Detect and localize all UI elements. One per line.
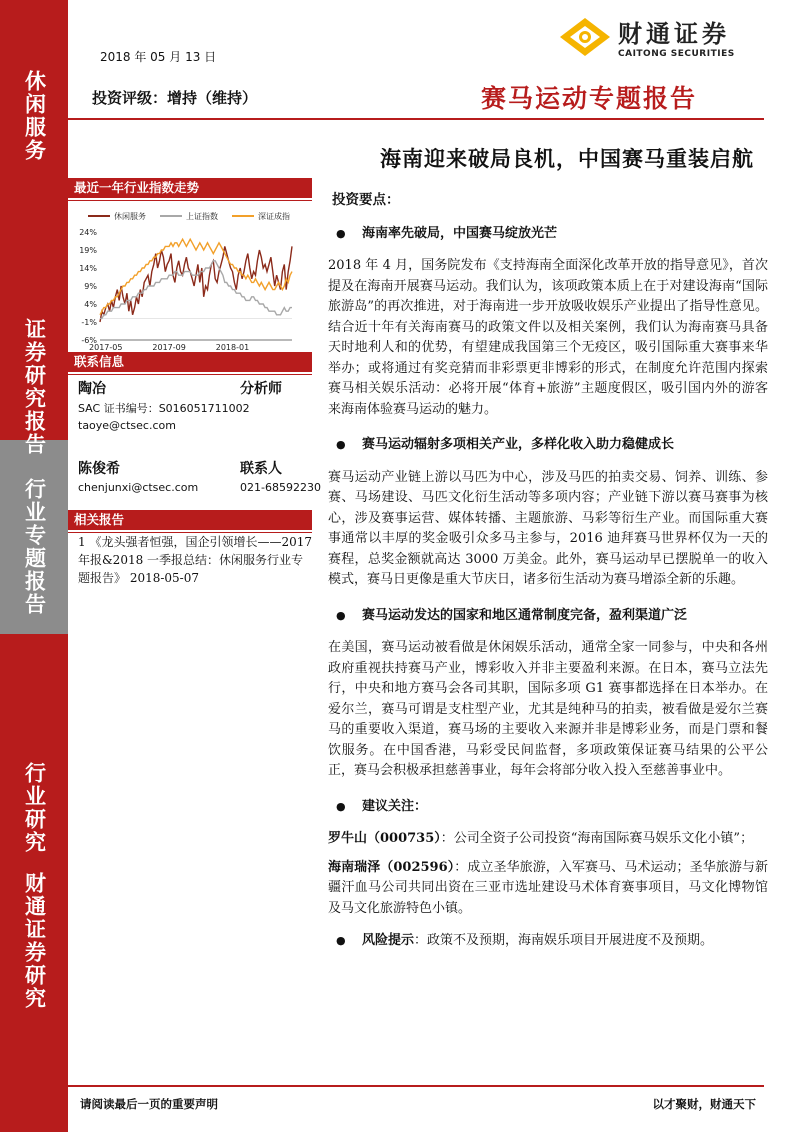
related-reports-heading: 相关报告	[68, 510, 312, 530]
y-tick-label: -1%	[81, 318, 97, 327]
x-tick-label: 2017-05	[89, 343, 123, 352]
analyst-email[interactable]: taoye@ctsec.com	[78, 419, 176, 432]
x-tick-label: 2017-09	[152, 343, 186, 352]
analyst-name: 陶冶	[78, 381, 106, 397]
contact-name: 陈俊希	[78, 461, 120, 477]
key-point-paragraph: 赛马运动产业链上游以马匹为中心，涉及马匹的拍卖交易、饲养、训练、参赛、马场建设、马匹文化衍生活动等多项内容；产业链下游以赛马赛事为核心，涉及赛事运营、媒体转播、主题旅游、马彩等衍生产业。而国际重大赛事通常以丰厚的奖金吸引众多马主参与，2016 迪拜赛马世界杯仅为一天的赛程，总奖金额就高达 3000 万美金。此外，赛马运动早已摆脱单一的收入模式，赛马日更像是重大节庆日，诸多衍生活动为赛马增添全新的乐趣。	[328, 469, 768, 587]
logo-name-cn: 财通证券	[618, 20, 730, 48]
analyst-cert: SAC 证书编号：S016051711002	[78, 402, 250, 415]
risk-warning: ● 风险提示：政策不及预期，海南娱乐项目开展进度不及预期。	[336, 931, 768, 952]
chart-section-heading: 最近一年行业指数走势	[68, 178, 312, 198]
sidebar-industry-research: 行业研究	[22, 762, 47, 854]
footer-disclaimer: 请阅读最后一页的重要声明	[80, 1097, 218, 1111]
report-title: 海南迎来破局良机，中国赛马重装启航	[380, 146, 754, 171]
contact-email[interactable]: chenjunxi@ctsec.com	[78, 481, 199, 494]
report-date: 2018 年 05 月 13 日	[100, 50, 217, 64]
key-point-paragraph: 2018 年 4 月，国务院发布《支持海南全面深化改革开放的指导意见》，首次提及在海南开展赛马运动。我们认为，该项政策本质上在于对建设海南“国际旅游岛”的再次推进，对于海南进一步开放吸收娱乐产业提出了指导性意见。结合近十年有关海南赛马的政策文件以及相关案例，我们认为海南赛马具备天时地利人和的优势，有望建成我国第三个无疫区，吸引国际重大赛事来华举办；或将通过有奖竞猜而非彩票更非博彩的形式，在制度允许范围内探索赛马相关娱乐活动：必将开展“体育+旅游”主题度假区，吸引国内外的游客来海南体验赛马运动的魅力。	[328, 258, 768, 417]
report-type: 赛马运动专题报告	[480, 84, 697, 113]
investment-rating: 投资评级：增持（维持）	[92, 89, 258, 107]
header-divider	[68, 118, 764, 120]
recommended-company: 海南瑞泽（002596）：成立圣华旅游，入军赛马、马术运动；圣华旅游与新疆汗血马公司共同出资在三亚市选址建设马术体育赛事项目，马文化博物馆及马文化旅游特色小镇。	[328, 859, 768, 916]
key-points-body	[328, 190, 768, 964]
y-tick-label: 14%	[79, 264, 97, 273]
legend-label: 上证指数	[186, 212, 218, 221]
company-logo	[558, 14, 735, 59]
y-tick-label: 24%	[79, 228, 97, 237]
related-report-item[interactable]: 1 《龙头强者恒强，国企引领增长——2017 年报&2018 一季报总结：休闲服务行业专题报告》 2018-05-07	[78, 535, 312, 585]
y-tick-label: 4%	[84, 300, 97, 309]
x-tick-label: 2018-01	[215, 343, 250, 352]
key-point-heading: ● 建议关注：	[336, 797, 768, 818]
sidebar-firm-research: 财通证券研究	[22, 872, 47, 1010]
sidebar-category: 休闲服务	[22, 70, 47, 162]
sidebar-report-type: 行业专题报告	[22, 478, 47, 616]
bullet-icon: ●	[336, 438, 346, 451]
bullet-icon: ●	[336, 934, 346, 947]
sidebar-research-label: 证券研究报告	[22, 318, 47, 456]
contact-role: 联系人	[240, 461, 282, 477]
analyst-role: 分析师	[240, 381, 282, 397]
y-tick-label: 19%	[79, 246, 97, 255]
logo-name-en: CAITONG SECURITIES	[618, 49, 735, 59]
index-trend-chart	[70, 202, 310, 352]
footer-slogan: 以才聚财，财通天下	[652, 1097, 756, 1111]
y-tick-label: 9%	[84, 282, 97, 291]
contacts-section-heading: 联系信息	[68, 352, 312, 372]
bullet-icon: ●	[336, 608, 346, 622]
footer-divider	[68, 1085, 764, 1087]
series-line	[100, 246, 292, 322]
recommended-company: 罗牛山（000735）：公司全资子公司投资“海南国际赛马娱乐文化小镇”；	[328, 831, 754, 846]
key-point-heading: ● 赛马运动辐射多项相关产业，多样化收入助力稳健成长	[336, 435, 768, 456]
bullet-icon: ●	[336, 226, 346, 240]
key-point-heading: ● 赛马运动发达的国家和地区通常制度完备，盈利渠道广泛	[336, 606, 768, 627]
key-point-paragraph: 在美国，赛马运动被看做是休闲娱乐活动，通常全家一同参与，中央和各州政府重视扶持赛马产业，博彩收入并非主要盈利来源。在日本，赛马立法先行，中央和地方赛马会各司其职，国际多项 G1 赛事都选择在日本举办。在爱尔兰，赛马可谓是支柱型产业，尤其是纯种马的拍卖，被看做是爱尔兰赛马的重要收入渠道，赛马场的主要收入来源并非是博彩业务，而是门票和餐饮服务。在中国香港，马彩受民间监督，多项政策保证赛马结果的公平公正，赛马会积极承担慈善事业，每年会将部分收入投入至慈善事业中。	[328, 640, 768, 778]
bullet-icon: ●	[336, 799, 346, 813]
key-point-heading: ● 海南率先破局，中国赛马绽放光芒	[336, 224, 768, 245]
legend-label: 深证成指	[258, 212, 290, 221]
legend-label: 休闲服务	[114, 212, 146, 221]
logo-icon	[558, 16, 612, 58]
y-tick-label: -6%	[81, 336, 97, 345]
contact-phone: 021-68592230	[240, 481, 321, 494]
key-points-title: 投资要点：	[332, 192, 400, 208]
